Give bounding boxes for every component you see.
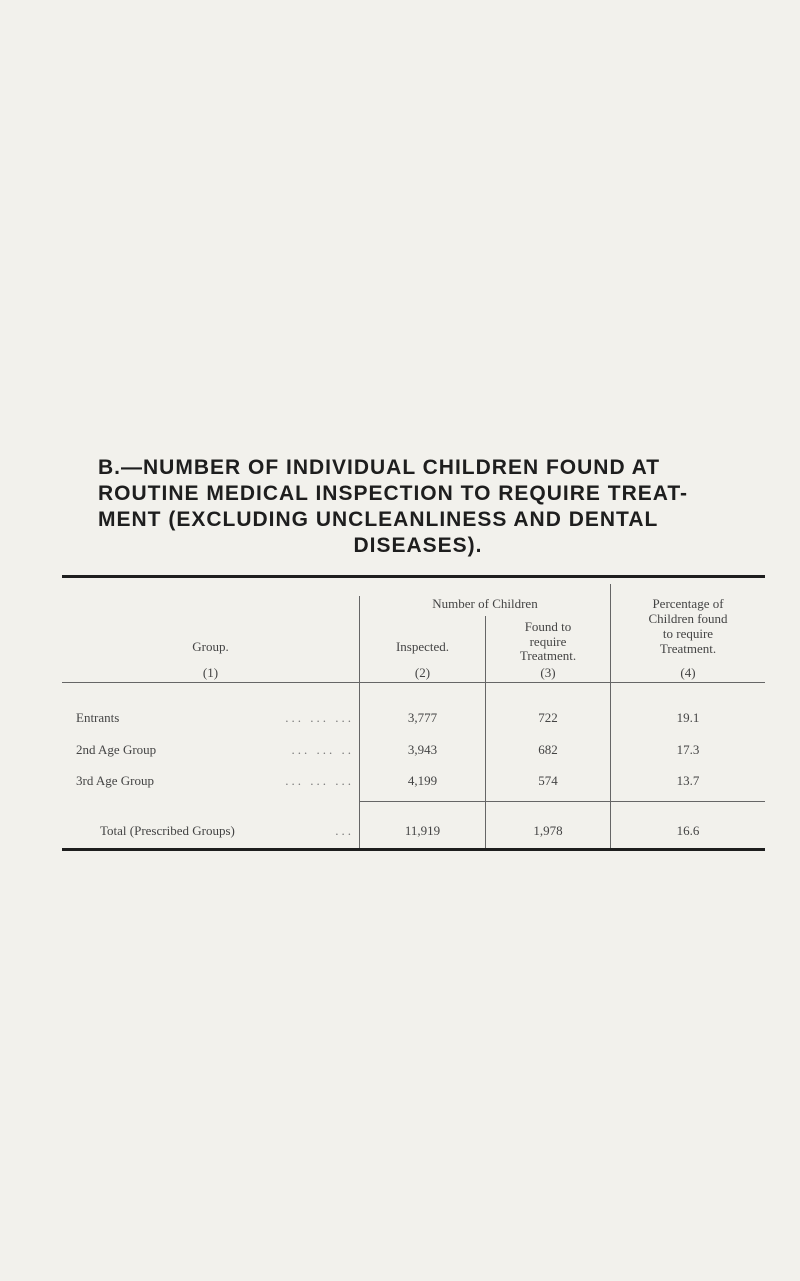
row-inspected: 4,199 (407, 773, 438, 788)
header-number-of-children: Number of Children (432, 596, 538, 611)
header-found-line1: Found to (524, 619, 572, 634)
row-percentage: 17.3 (676, 742, 700, 757)
header-inspected-num: (2) (414, 665, 431, 680)
header-pct-line3: to require (662, 626, 714, 641)
page-title (98, 455, 738, 559)
header-found-num: (3) (540, 665, 556, 680)
row-inspected: 3,777 (407, 710, 438, 725)
total-top-rule (360, 801, 765, 802)
leader-dots: ... ... ... (285, 710, 354, 725)
row-group: 2nd Age Group ... ... .. (76, 742, 354, 757)
header-pct-line4: Treatment. (659, 641, 717, 656)
row-percentage: 13.7 (676, 773, 700, 788)
title-line-4: DISEASES). (353, 534, 483, 557)
header-pct-num: (4) (680, 665, 696, 680)
row-group: 3rd Age Group ... ... ... (76, 773, 354, 788)
row-found: 682 (538, 742, 558, 757)
header-pct-line2: Children found (648, 611, 728, 626)
total-group: Total (Prescribed Groups) ... (100, 823, 354, 838)
table-top-rule (62, 575, 765, 578)
row-percentage: 19.1 (676, 710, 700, 725)
title-line-2: ROUTINE MEDICAL INSPECTION TO REQUIRE TREAT- (98, 482, 689, 505)
row-inspected: 3,943 (407, 742, 438, 757)
header-found-line3: Treatment. (519, 648, 577, 663)
leader-dots: ... ... ... (285, 773, 354, 788)
header-found-line2: require (529, 634, 567, 649)
header-group: Group. (192, 639, 229, 654)
header-pct-line1: Percentage of (652, 596, 724, 611)
total-found: 1,978 (533, 823, 563, 838)
title-line-3: MENT (EXCLUDING UNCLEANLINESS AND DENTAL (98, 508, 659, 531)
header-bottom-rule (62, 682, 765, 683)
row-found: 722 (538, 710, 558, 725)
header-group-num: (1) (202, 665, 219, 680)
header-inspected: Inspected. (395, 639, 450, 654)
leader-dots: ... (335, 823, 354, 838)
row-found: 574 (538, 773, 558, 788)
total-percentage: 16.6 (676, 823, 700, 838)
table-bottom-rule (62, 848, 765, 851)
total-inspected: 11,919 (404, 823, 441, 838)
leader-dots: ... ... .. (291, 742, 354, 757)
title-line-1: B.—NUMBER OF INDIVIDUAL CHILDREN FOUND AT (98, 456, 661, 479)
row-group: Entrants ... ... ... (76, 710, 354, 725)
